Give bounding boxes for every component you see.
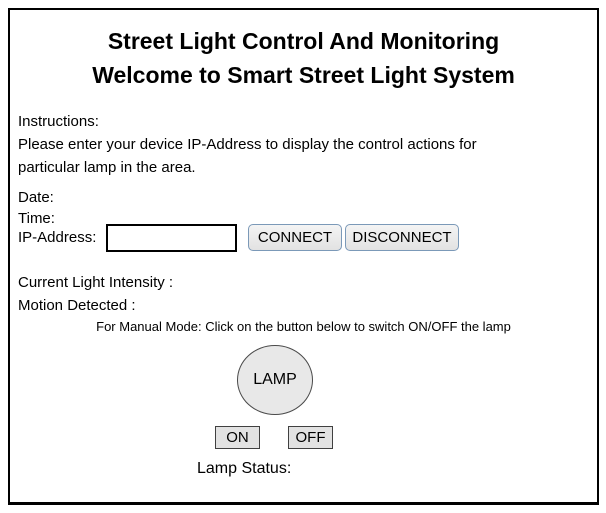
instructions-line1: Please enter your device IP-Address to display the control actions for	[18, 136, 477, 153]
manual-mode-hint: For Manual Mode: Click on the button below to switch ON/OFF the lamp	[96, 319, 511, 334]
instructions-block	[18, 110, 538, 179]
ip-address-label: IP-Address:	[18, 229, 97, 246]
app-window	[8, 8, 599, 505]
ip-address-input[interactable]	[106, 224, 237, 252]
page-title: Street Light Control And Monitoring	[107, 28, 500, 54]
lamp-status-label: Lamp Status:	[197, 460, 292, 477]
lamp-indicator	[237, 345, 313, 415]
motion-detected-label: Motion Detected :	[18, 297, 136, 314]
lamp-indicator-label: LAMP	[253, 371, 297, 388]
page-subtitle: Welcome to Smart Street Light System	[92, 62, 515, 88]
lamp-on-button[interactable]: ON	[215, 426, 260, 449]
status-block	[18, 271, 173, 317]
disconnect-button[interactable]: DISCONNECT	[345, 224, 459, 251]
light-intensity-label: Current Light Intensity :	[18, 274, 174, 291]
lamp-off-button[interactable]: OFF	[288, 426, 333, 449]
time-label: Time:	[18, 210, 55, 227]
instructions-label: Instructions:	[18, 113, 99, 130]
header	[10, 24, 597, 92]
connect-button[interactable]: CONNECT	[248, 224, 342, 251]
date-label: Date:	[18, 189, 54, 206]
datetime-block	[18, 187, 55, 229]
instructions-line2: particular lamp in the area.	[18, 159, 196, 176]
